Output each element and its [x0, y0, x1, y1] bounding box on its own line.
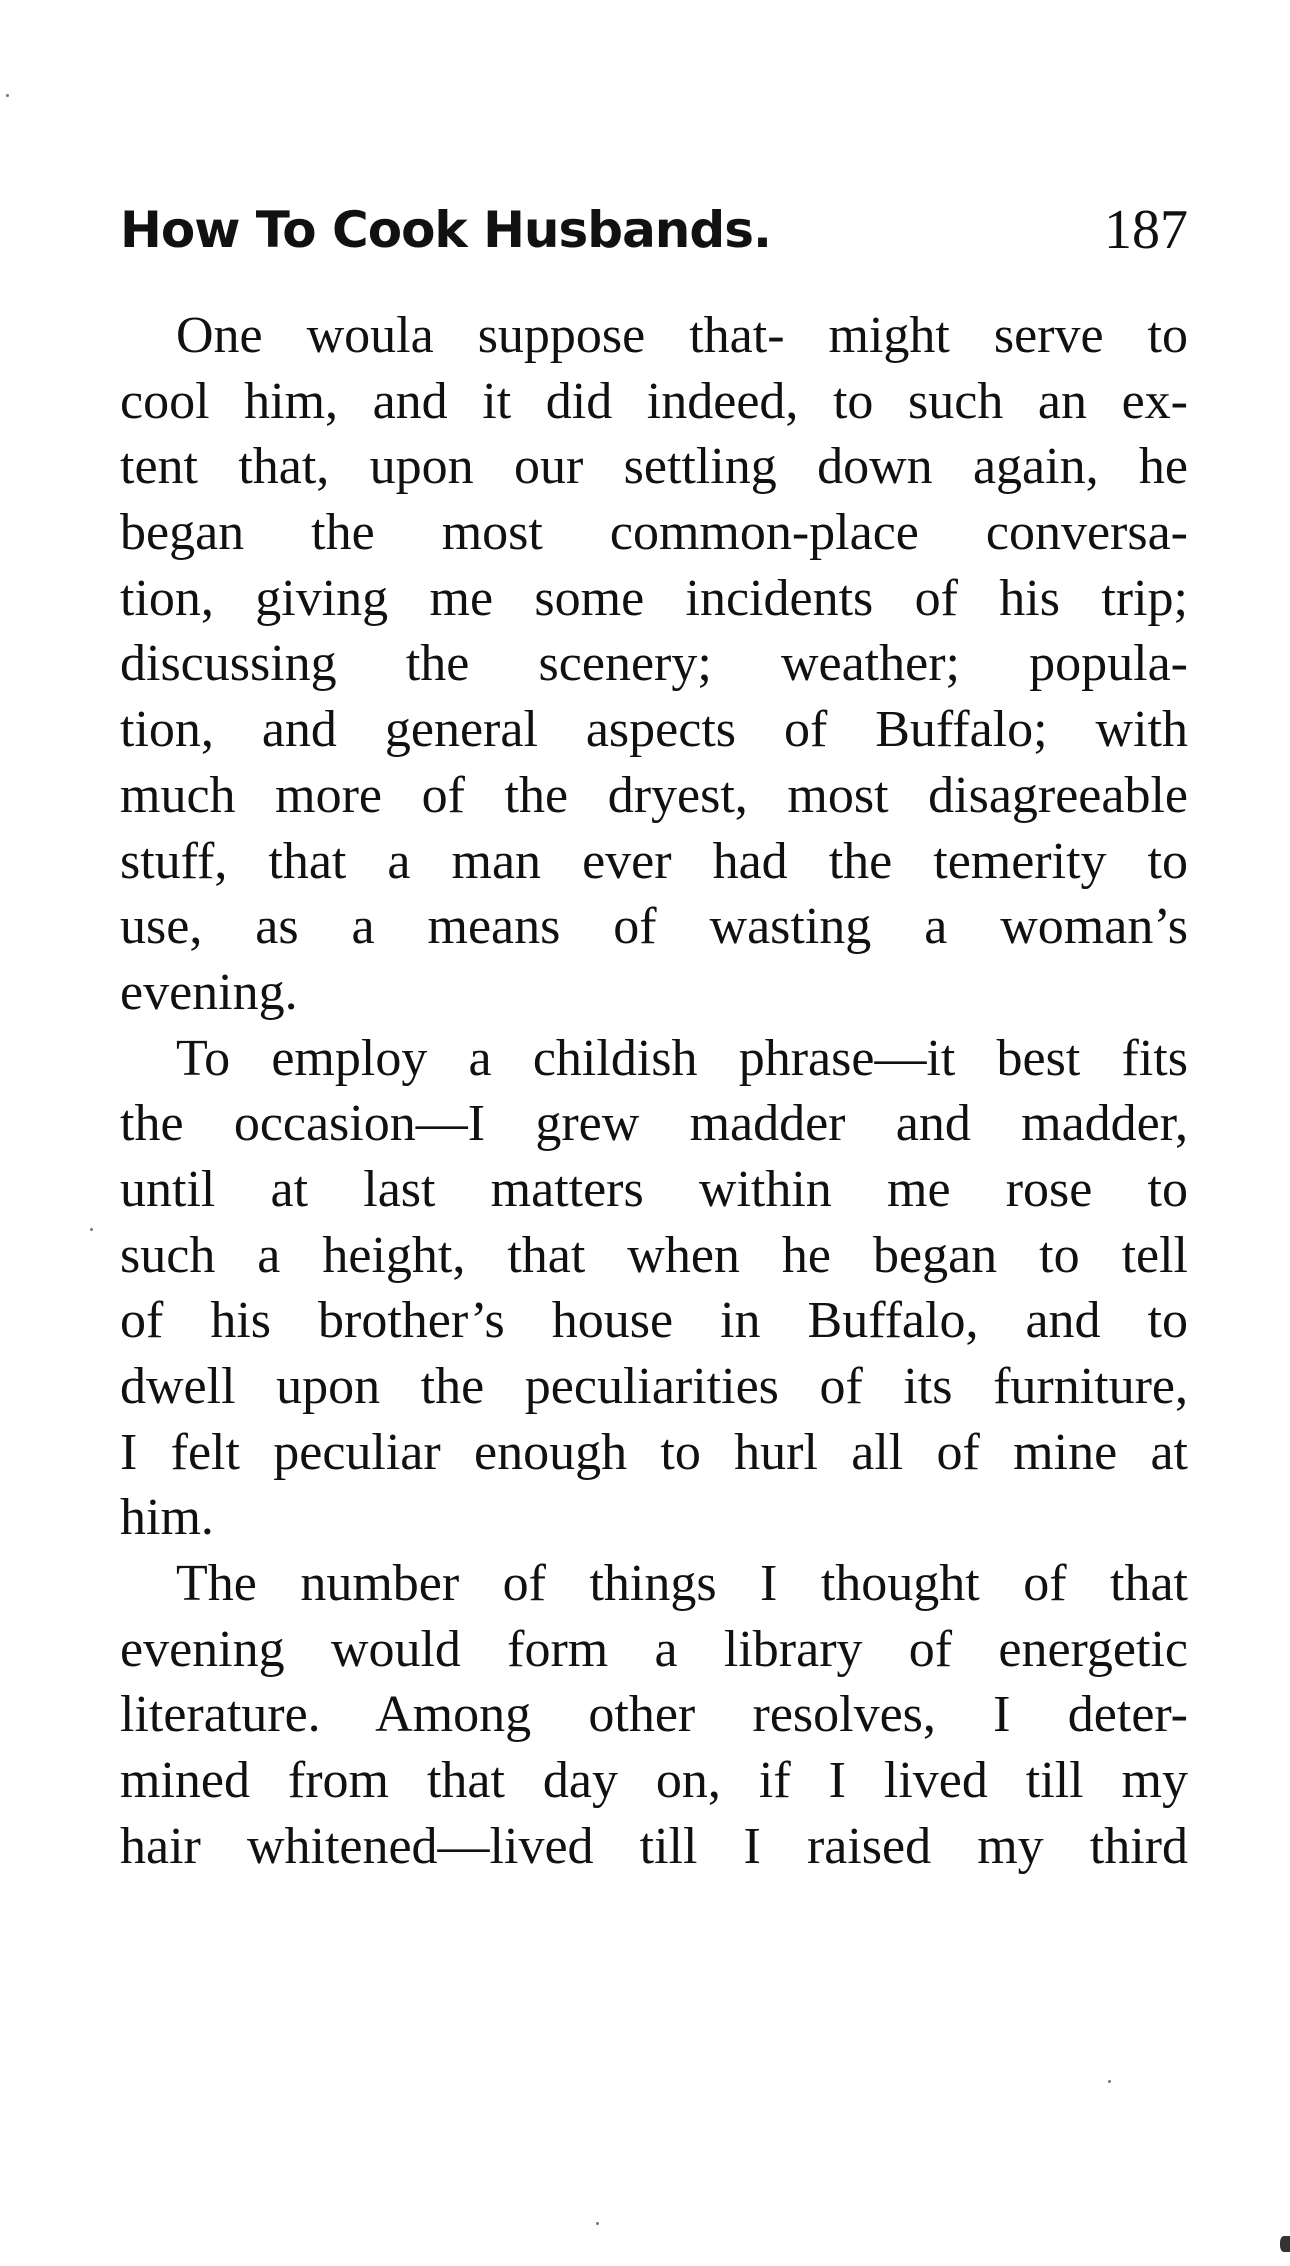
- text-line: The number of things I thought of that: [176, 1555, 1188, 1613]
- text-line: cool him, and it did indeed, to such an ex-: [120, 372, 1188, 430]
- paper-speck: [90, 1228, 93, 1231]
- text-line: evening.: [120, 963, 298, 1021]
- text-line: One woula suppose that- might serve to: [176, 307, 1188, 364]
- text-line: I felt peculiar enough to hurl all of mine at: [120, 1423, 1188, 1481]
- text-line: To employ a childish phrase—it best fits: [176, 1029, 1188, 1087]
- text-line: of his brother’s house in Buffalo, and to: [120, 1292, 1188, 1350]
- text-line: began the most common-place conversa-: [120, 504, 1188, 562]
- text-line: mined from that day on, if I lived till my: [120, 1752, 1188, 1810]
- running-title: How To Cook Husbands.: [120, 201, 771, 259]
- running-head: [120, 190, 1188, 270]
- paragraph-3: [120, 1551, 1188, 1879]
- text-line: such a height, that when he began to tell: [120, 1226, 1188, 1284]
- body-text: [120, 303, 1188, 1880]
- text-line: tion, and general aspects of Buffalo; with: [120, 701, 1188, 759]
- text-line: evening would form a library of energetic: [120, 1620, 1188, 1678]
- text-line: the occasion—I grew madder and madder,: [120, 1095, 1188, 1153]
- text-line: hair whitened—lived till I raised my third: [120, 1817, 1188, 1875]
- page-number: 187: [1104, 199, 1188, 261]
- text-line: him.: [120, 1489, 214, 1547]
- paper-speck: [596, 2222, 599, 2225]
- text-line: stuff, that a man ever had the temerity to: [120, 832, 1188, 890]
- text-line: dwell upon the peculiarities of its furniture,: [120, 1358, 1188, 1415]
- paragraph-1: [120, 303, 1188, 1026]
- text-line: literature. Among other resolves, I deter-: [120, 1686, 1188, 1744]
- text-line: tent that, upon our settling down again, he: [120, 438, 1188, 496]
- page-edge-mark: [1280, 2236, 1290, 2252]
- text-line: until at last matters within me rose to: [120, 1160, 1188, 1218]
- paper-speck: [6, 94, 9, 97]
- text-line: much more of the dryest, most disagreeable: [120, 766, 1188, 824]
- paragraph-2: [120, 1026, 1188, 1552]
- text-line: tion, giving me some incidents of his trip;: [120, 569, 1188, 627]
- paper-speck: [1108, 2080, 1111, 2083]
- text-line: discussing the scenery; weather; popula-: [120, 635, 1188, 693]
- text-line: use, as a means of wasting a woman’s: [120, 898, 1188, 956]
